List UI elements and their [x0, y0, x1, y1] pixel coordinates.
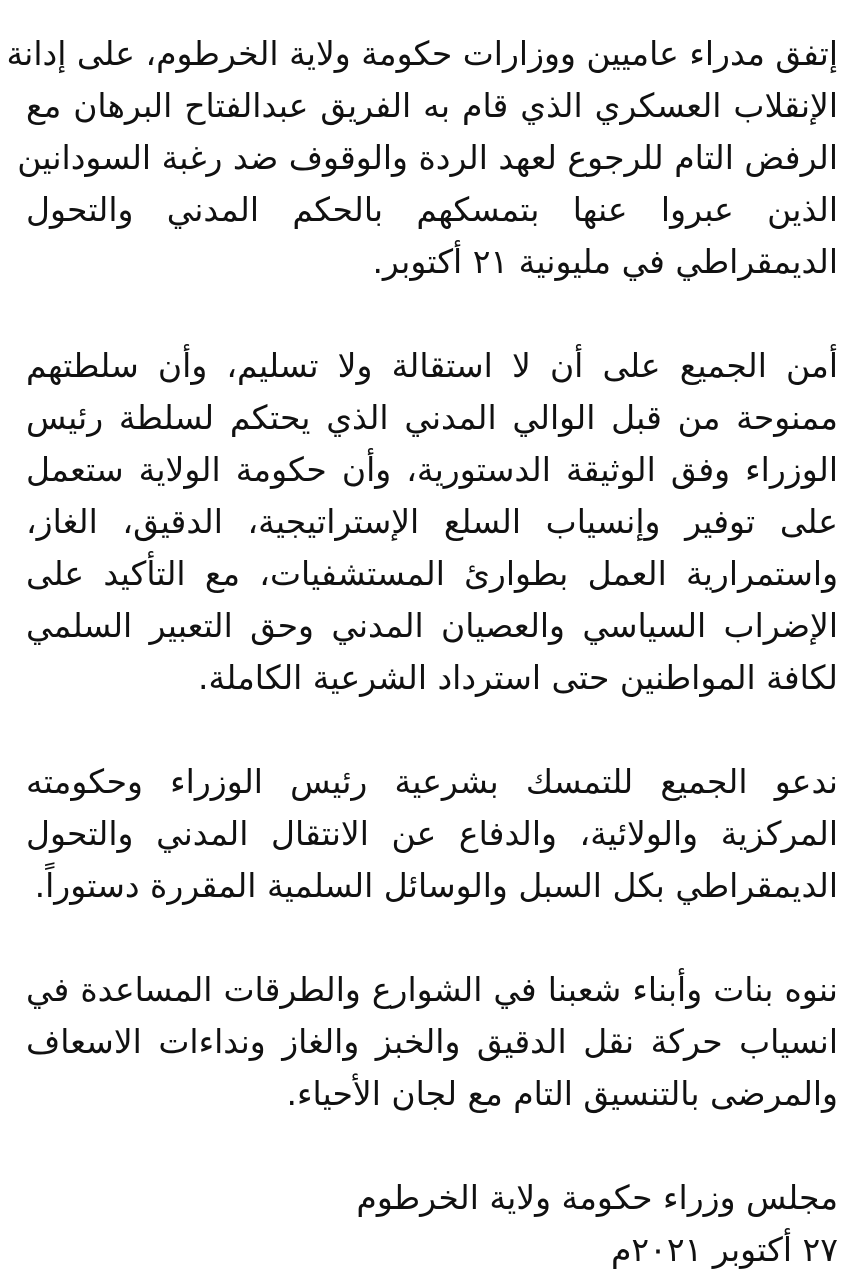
text-line: الرفض التام للرجوع لعهد الردة والوقوف ضد رغبة السودانين [17, 138, 838, 177]
text-line: على توفير وإنسياب السلع الإستراتيجية، الدقيق، الغاز، [26, 502, 838, 541]
text-line: انسياب حركة نقل الدقيق والخبز والغاز ونداءات الاسعاف [26, 1022, 838, 1061]
issue-date: ٢٧ أكتوبر ٢٠٢١م [610, 1230, 838, 1269]
text-line: لكافة المواطنين حتى استرداد الشرعية الكاملة. [198, 658, 838, 697]
text-line: المركزية والولائية، والدفاع عن الانتقال المدني والتحول [26, 814, 838, 853]
paragraph-condemnation [6, 28, 838, 288]
text-line: إتفق مدراء عاميين ووزارات حكومة ولاية الخرطوم، على إدانة [6, 34, 838, 73]
text-line: واستمرارية العمل بطوارئ المستشفيات، مع التأكيد على [26, 554, 838, 593]
text-line: الذين عبروا عنها بتمسكهم بالحكم المدني والتحول [26, 190, 838, 229]
text-line: ندعو الجميع للتمسك بشرعية رئيس الوزراء وحكومته [26, 762, 838, 801]
text-line: الإنقلاب العسكري الذي قام به الفريق عبدالفتاح البرهان مع [26, 86, 838, 125]
text-line: ننوه بنات وأبناء شعبنا في الشوارع والطرقات المساعدة في [26, 970, 838, 1009]
text-line: ممنوحة من قبل الوالي المدني الذي يحتكم لسلطة رئيس [26, 398, 838, 437]
text-line: الديمقراطي بكل السبل والوسائل السلمية المقررة دستوراً. [34, 866, 838, 905]
text-line: والمرضى بالتنسيق التام مع لجان الأحياء. [286, 1074, 838, 1113]
paragraph-call-to-legitimacy [26, 756, 838, 912]
text-line: الإضراب السياسي والعصيان المدني وحق التعبير السلمي [26, 606, 838, 645]
paragraph-commendation [26, 964, 838, 1120]
text-line: الوزراء وفق الوثيقة الدستورية، وأن حكومة الولاية ستعمل [26, 450, 838, 489]
paragraph-no-resignation [26, 340, 838, 704]
text-line: أمن الجميع على أن لا استقالة ولا تسليم، وأن سلطتهم [26, 346, 838, 385]
text-line: الديمقراطي في مليونية ٢١ أكتوبر. [372, 242, 838, 281]
signature-block [26, 1172, 838, 1276]
issuer-name: مجلس وزراء حكومة ولاية الخرطوم [356, 1178, 838, 1217]
